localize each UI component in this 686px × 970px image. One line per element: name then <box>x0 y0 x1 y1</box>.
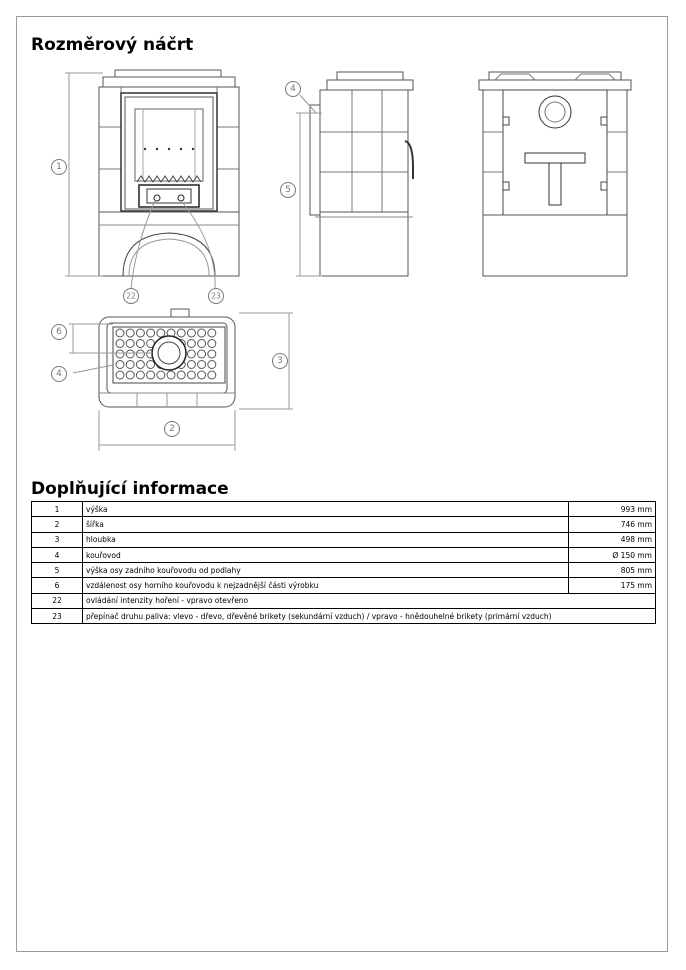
cell-label: ovládání intenzity hoření - vpravo otevřeno <box>83 593 656 608</box>
grid-hole <box>187 340 195 348</box>
section-heading-info: Doplňující informace <box>31 479 229 499</box>
callout-22: 22 <box>126 291 136 301</box>
callout-4-side: 4 <box>290 84 296 94</box>
grid-hole <box>198 329 206 337</box>
table-row <box>32 563 656 578</box>
table-row <box>32 502 656 517</box>
table-row <box>32 547 656 562</box>
grid-hole <box>208 361 216 369</box>
grid-hole <box>208 371 216 379</box>
grid-hole <box>116 371 124 379</box>
callout-5: 5 <box>285 185 291 195</box>
cell-label: vzdálenost osy horního kouřovodu k nejzadnější části výrobku <box>83 578 569 593</box>
grid-hole <box>208 350 216 358</box>
grid-hole <box>136 340 144 348</box>
document-page <box>16 16 668 952</box>
callout-4-top: 4 <box>56 369 62 379</box>
cell-value: 746 mm <box>569 517 656 532</box>
grid-hole <box>136 371 144 379</box>
grid-hole <box>147 371 155 379</box>
table-row <box>32 609 656 624</box>
grid-hole <box>126 350 134 358</box>
table-row <box>32 517 656 532</box>
top-view <box>69 309 293 451</box>
grid-hole <box>198 361 206 369</box>
table-row <box>32 532 656 547</box>
table-row <box>32 593 656 608</box>
cell-label: přepínač druhu paliva: vlevo - dřevo, dřevěné brikety (sekundární vzduch) / vpravo - hnědouhelné brikety (primární vzduch) <box>83 609 656 624</box>
grid-hole <box>177 371 185 379</box>
grid-hole <box>198 340 206 348</box>
grid-hole <box>198 350 206 358</box>
callout-2: 2 <box>169 424 175 434</box>
cell-num: 22 <box>32 593 83 608</box>
grid-hole <box>157 371 165 379</box>
grid-hole <box>126 340 134 348</box>
grid-hole <box>208 329 216 337</box>
grid-hole <box>177 329 185 337</box>
cell-num: 23 <box>32 609 83 624</box>
cell-num: 6 <box>32 578 83 593</box>
callout-6: 6 <box>56 327 62 337</box>
grid-hole <box>198 371 206 379</box>
cell-label: výška <box>83 502 569 517</box>
cell-value: 993 mm <box>569 502 656 517</box>
back-view <box>479 72 631 276</box>
grid-hole <box>126 371 134 379</box>
cell-num: 3 <box>32 532 83 547</box>
callout-23: 23 <box>211 291 221 301</box>
cell-num: 1 <box>32 502 83 517</box>
grid-hole <box>187 371 195 379</box>
cell-num: 5 <box>32 563 83 578</box>
grid-hole <box>116 340 124 348</box>
dimension-drawing <box>17 17 669 467</box>
grid-hole <box>157 329 165 337</box>
cell-value: Ø 150 mm <box>569 547 656 562</box>
grid-hole <box>187 361 195 369</box>
grid-hole <box>167 371 175 379</box>
grid-hole <box>136 350 144 358</box>
cell-value: 498 mm <box>569 532 656 547</box>
grid-hole <box>136 361 144 369</box>
grid-hole <box>187 329 195 337</box>
cell-num: 4 <box>32 547 83 562</box>
grid-hole <box>136 329 144 337</box>
info-table <box>31 501 656 624</box>
grid-hole <box>126 329 134 337</box>
cell-num: 2 <box>32 517 83 532</box>
cell-value: 175 mm <box>569 578 656 593</box>
grid-hole <box>116 350 124 358</box>
grid-hole <box>126 361 134 369</box>
table-row <box>32 578 656 593</box>
grid-hole <box>116 361 124 369</box>
callout-1: 1 <box>56 162 62 172</box>
cell-label: kouřovod <box>83 547 569 562</box>
callout-3: 3 <box>277 356 283 366</box>
cell-label: šířka <box>83 517 569 532</box>
grid-hole <box>147 329 155 337</box>
side-view <box>296 72 413 276</box>
grid-hole <box>116 329 124 337</box>
cell-label: hloubka <box>83 532 569 547</box>
front-view <box>65 70 239 289</box>
cell-label: výška osy zadního kouřovodu od podlahy <box>83 563 569 578</box>
section-heading-sketch: Rozměrový náčrt <box>31 35 194 55</box>
grid-hole <box>208 340 216 348</box>
cell-value: 805 mm <box>569 563 656 578</box>
grid-hole <box>187 350 195 358</box>
grid-hole <box>147 361 155 369</box>
